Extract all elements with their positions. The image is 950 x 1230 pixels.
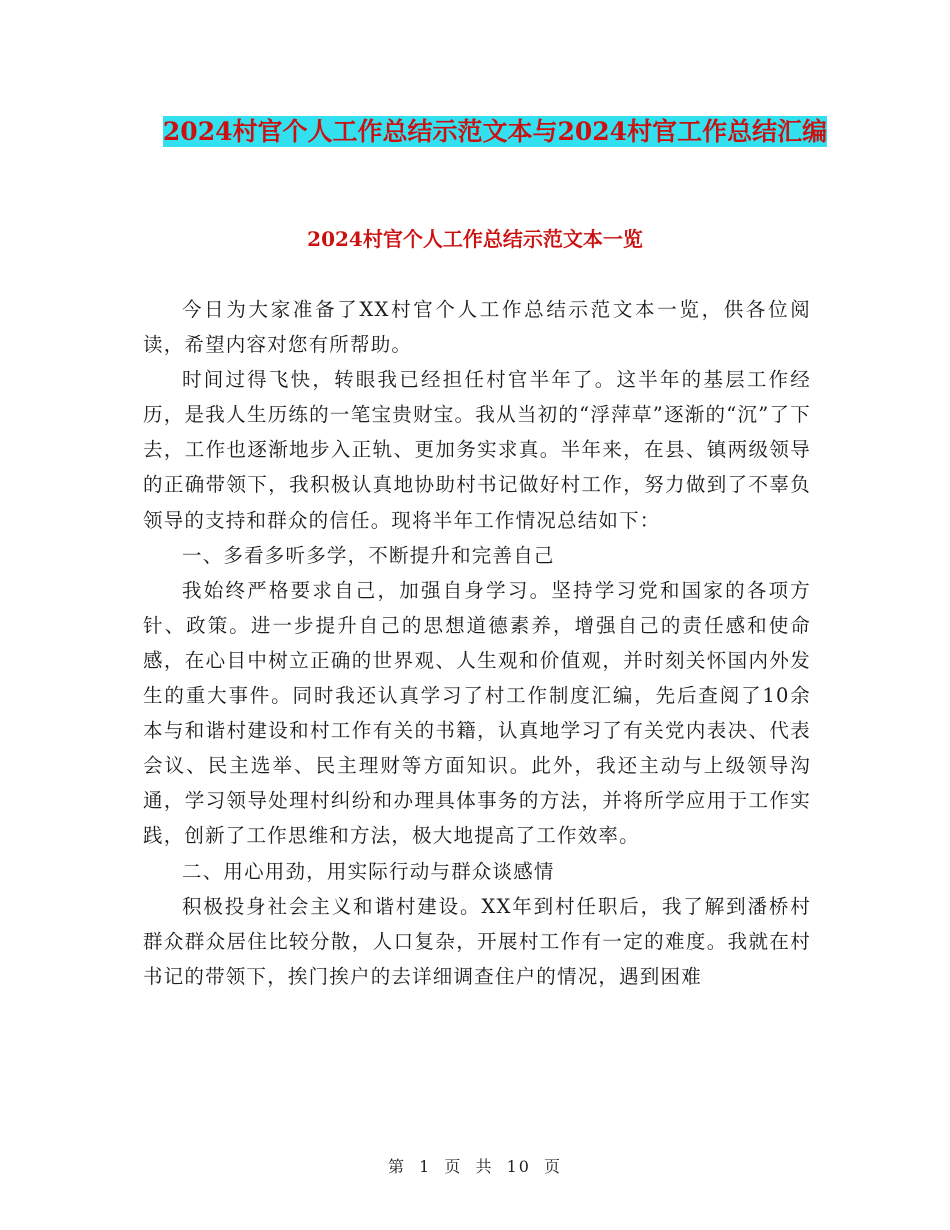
paragraph-overview: 时间过得飞快，转眼我已经担任村官半年了。这半年的基层工作经历，是我人生历练的一笔宝贵财宝。我从当初的“浮萍草”逐渐的“沉”了下去，工作也逐渐地步入正轨、更加务实求真。半年来，在县、镇两级领导的正确带领下，我积极认真地协助村书记做好村工作，努力做到了不辜负领导的支持和群众的信任。现将半年工作情况总结如下： <box>143 368 811 532</box>
footer-label-unit-2: 页 <box>544 1157 563 1176</box>
section-title: 2024村官个人工作总结示范文本一览 <box>307 227 643 251</box>
document-title <box>150 112 840 152</box>
heading-part-two: 二、用心用劲，用实际行动与群众谈感情 <box>182 859 555 883</box>
page-footer <box>0 1154 950 1177</box>
paragraph-part-one: 我始终严格要求自己，加强自身学习。坚持学习党和国家的各项方针、政策。进一步提升自己的思想道德素养，增强自己的责任感和使命感，在心目中树立正确的世界观、人生观和价值观，并时刻关怀国内外发生的重大事件。同时我还认真学习了村工作制度汇编，先后查阅了10余本与和谐村建设和村工作有关的书籍，认真地学习了有关党内表决、代表会议、民主选举、民主理财等方面知识。此外，我还主动与上级领导沟通，学习领导处理村纠纷和办理具体事务的方法，并将所学应用于工作实践，创新了工作思维和方法，极大地提高了工作效率。 <box>143 578 811 848</box>
document-body <box>143 292 811 994</box>
footer-current-page: 1 <box>419 1157 432 1176</box>
footer-label-page: 第 <box>387 1157 406 1176</box>
footer-label-total: 共 <box>475 1157 494 1176</box>
document-title-text: 2024村官个人工作总结示范文本与2024村官工作总结汇编 <box>162 117 828 146</box>
paragraph-part-two: 积极投身社会主义和谐村建设。XX年到村任职后，我了解到潘桥村群众群众居住比较分散，人口复杂，开展村工作有一定的难度。我就在村书记的带领下，挨门挨户的去详细调查住户的情况，遇到困难 <box>143 894 811 988</box>
paragraph-intro: 今日为大家准备了XX村官个人工作总结示范文本一览，供各位阅读，希望内容对您有所帮助。 <box>143 298 811 357</box>
footer-total-pages: 10 <box>506 1157 531 1176</box>
heading-part-one: 一、多看多听多学，不断提升和完善自己 <box>182 543 555 567</box>
footer-label-unit: 页 <box>444 1157 463 1176</box>
